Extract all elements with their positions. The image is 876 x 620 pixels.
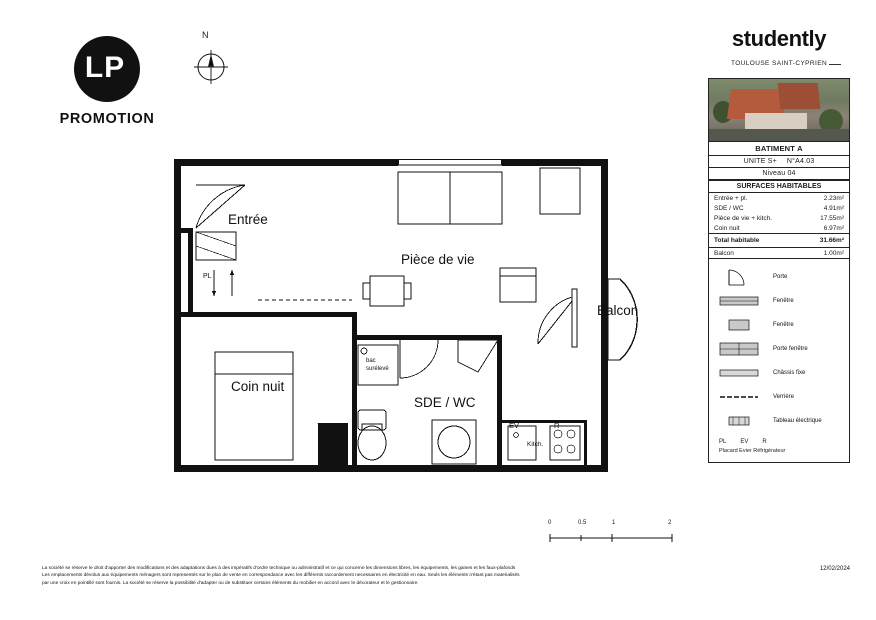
surface-balcon-label: Balcon: [714, 249, 734, 257]
compass-north-label: N: [202, 30, 209, 40]
legend-item: [709, 361, 849, 385]
brand-name-part1: student: [731, 26, 809, 51]
surface-label: SDE / WC: [714, 204, 744, 212]
studently-brand: [708, 26, 850, 70]
abbr-pl: PL: [719, 439, 727, 445]
legend-label: Tableau électrique: [773, 418, 822, 424]
scale-tick-05: 0.5: [578, 520, 587, 526]
lp-logo-text: PROMOTION: [59, 111, 155, 127]
brand-subtitle: TOULOUSE SAINT-CYPRIEN: [730, 60, 828, 67]
level-row: [709, 168, 849, 180]
placard-label: PL: [203, 273, 212, 280]
building-photo: [708, 78, 850, 142]
building-value: BATIMENT A: [755, 144, 803, 153]
photo-road: [709, 129, 849, 141]
legend-item: [709, 385, 849, 409]
room-label-coin-nuit: Coin nuit: [231, 379, 285, 394]
brand-name-part2: ly: [808, 26, 827, 51]
room-label-entree: Entrée: [228, 212, 268, 227]
unit-row: [709, 156, 849, 168]
surface-row: [709, 203, 849, 213]
unit-label: UNITE S+: [743, 158, 777, 165]
footer-line-1: La société se réserve le droit d'apporter des modifications et des adaptations dues à des impératifs d'ordre technique ou administratif et ce qui concerne les dimensions libres, les équipements, les gaines et les faux-plafonds: [42, 566, 516, 571]
scale-bar: [548, 520, 678, 542]
brand-name: [708, 26, 850, 52]
surface-label: Coin nuit: [714, 224, 740, 232]
french-window-icon: [717, 339, 763, 359]
surface-value: 6.97m²: [823, 224, 844, 232]
legend-label: Châssis fixe: [773, 370, 806, 376]
room-label-piece-de-vie: Pièce de vie: [401, 252, 475, 267]
ev-label: EV: [509, 421, 520, 430]
footer-line-3: par une croix en pointillé sont fournis. La société se réserve la possibilité d'adapter ou de substituer certains éléments du mobilier en accord avec le décorateur et le gestionnaire.: [42, 580, 419, 586]
surface-label: Entrée + pl.: [714, 194, 748, 202]
scale-bar-labels: [548, 520, 678, 530]
scale-tick-0: 0: [548, 520, 552, 526]
legend-label: Porte fenêtre: [773, 346, 808, 352]
door-swing-icon: [717, 267, 763, 287]
kitch-label: Kitch.: [527, 441, 544, 448]
legend-item: [709, 409, 849, 433]
surface-row: [709, 223, 849, 233]
electric-panel-icon: [717, 411, 763, 431]
surface-total-row: [709, 233, 849, 247]
surface-total-value: 31.66m²: [819, 237, 844, 244]
photo-roof-2: [778, 83, 821, 109]
legend-abbreviations-note: Placard Evier Réfrigérateur: [719, 448, 786, 454]
bac-surleve-label-line1: bac: [366, 358, 376, 364]
room-label-balcon: Balcon: [597, 303, 639, 318]
verriere-icon: [717, 387, 763, 407]
legend-label: Verrière: [773, 394, 795, 400]
footer-line-2: Les emplacements dévolus aux équipements ménagers sont representés sur le plan de vente en correspondance avec les différents raccordement necessaires en électricité en eau. Seuls les éléments n'étant pas materialisés: [42, 573, 520, 579]
window-icon: [717, 291, 763, 311]
room-label-sde-wc: SDE / WC: [414, 395, 476, 410]
surface-value: 4.91m²: [823, 204, 844, 212]
info-panel: [708, 26, 850, 463]
level-value: Niveau 04: [762, 170, 796, 177]
unit-info-table: [708, 142, 850, 181]
scale-bar-graphic: [548, 533, 678, 543]
legend-item: [709, 265, 849, 289]
legend-label: Fenêtre: [773, 298, 794, 304]
scale-tick-1: 1: [612, 520, 616, 526]
legend-abbreviations: [709, 433, 849, 447]
surfaces-title: SURFACES HABITABLES: [709, 181, 849, 193]
unit-number: N°A4.03: [786, 158, 815, 165]
surface-row: [709, 213, 849, 223]
surface-total-label: Total habitable: [714, 237, 760, 244]
fixed-frame-icon: [717, 363, 763, 383]
scale-tick-2: 2: [668, 520, 672, 526]
surface-balcon-row: [709, 247, 849, 258]
legend-item: [709, 337, 849, 361]
legend-table: [708, 259, 850, 463]
legal-footer: [42, 565, 682, 587]
abbr-ev: EV: [740, 439, 749, 445]
surface-balcon-value: 1.00m²: [823, 249, 844, 257]
surface-value: 2.23m²: [823, 194, 844, 202]
legend-item: [709, 313, 849, 337]
surface-row: [709, 193, 849, 203]
surface-value: 17.55m²: [820, 214, 844, 222]
plan-date: 12/02/2024: [819, 566, 850, 572]
lp-logo-letters: LP: [84, 51, 126, 84]
r-label: R: [554, 421, 560, 430]
bac-surleve-label-line2: surélevé: [366, 366, 389, 372]
surface-label: Pièce de vie + kitch.: [714, 214, 772, 222]
building-row: [709, 142, 849, 156]
window-small-icon: [717, 315, 763, 335]
abbr-r: R: [762, 439, 767, 445]
legend-label: Fenêtre: [773, 322, 794, 328]
legend-label: Porte: [773, 274, 788, 280]
legend-item: [709, 289, 849, 313]
surfaces-table: [708, 181, 850, 259]
